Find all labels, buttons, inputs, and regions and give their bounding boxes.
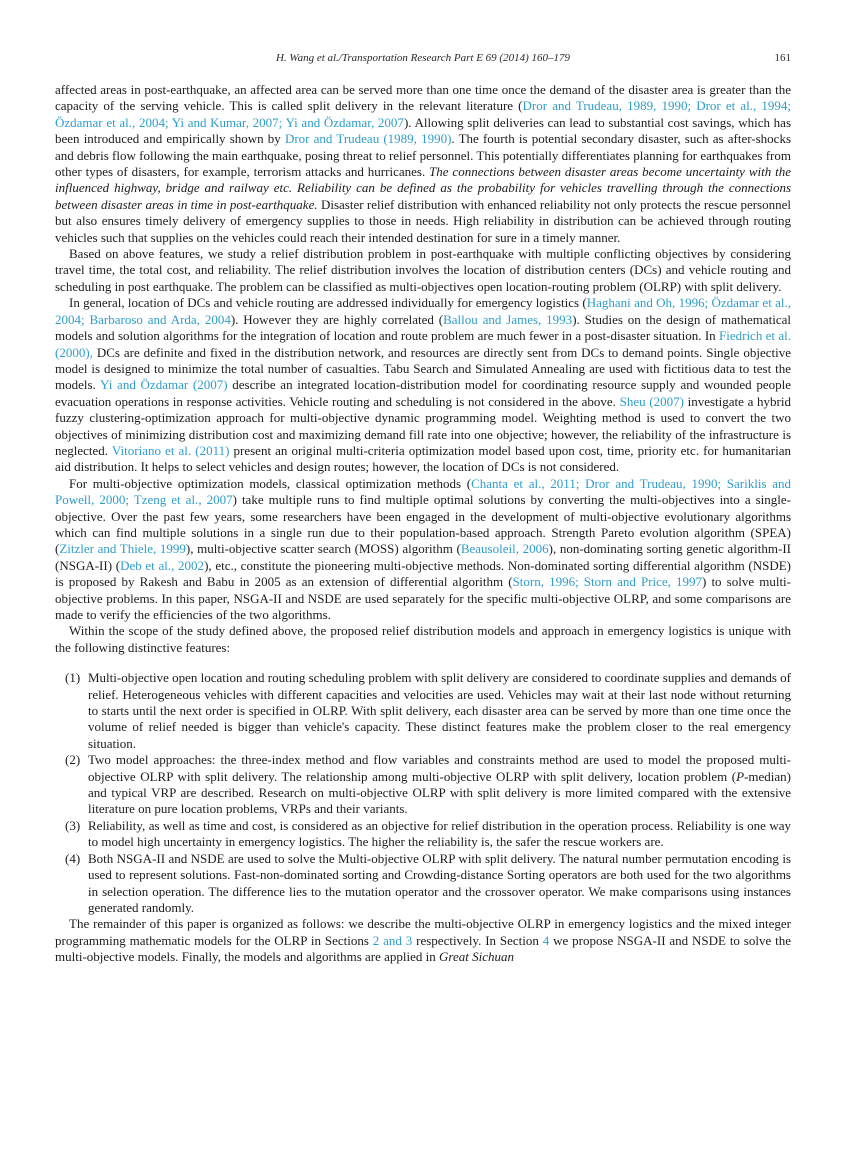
- text-run: Within the scope of the study defined above, the proposed relief distribution models and approach in emergency logistics is unique with the following distinctive features:: [55, 623, 791, 655]
- text-run: ), multi-objective scatter search (MOSS) algorithm (: [185, 541, 461, 557]
- paragraph: [55, 476, 791, 624]
- list-item: [55, 670, 791, 752]
- citation-link[interactable]: Dror and Trudeau, 1989, 1990; Dror et al., 1994; Özdamar et al., 2004; Yi and Kumar, 2007; Yi and Özdamar, 2007: [55, 98, 791, 130]
- list-item-number: (4): [65, 850, 81, 866]
- text-run: ). Studies on the design of mathematical models and solution algorithms for the integration of location and route problem are much fewer in a post-disaster situation. In: [55, 311, 791, 344]
- citation-link[interactable]: Storn, 1996; Storn and Price, 1997: [512, 574, 703, 590]
- text-run: -median) and typical VRP are described. Research on multi-objective OLRP with split delivery is more limited compared with the extensive literature on pure location problems, VRPs and their variants.: [88, 768, 791, 817]
- list-item: [55, 818, 791, 851]
- text-run: ) to solve multi-objective problems. In this paper, NSGA-II and NSDE are used separately for the specific multi-objective OLRP, and some comparisons are made to verify the efficiencies of the two algorithms.: [55, 574, 791, 622]
- citation-link[interactable]: Dror and Trudeau (1989, 1990): [284, 131, 452, 147]
- text-run: ), non-dominating sorting genetic algorithm-II (NSGA-II) (: [55, 541, 792, 573]
- section-link[interactable]: 2 and 3: [372, 932, 413, 948]
- text-run: In general, location of DCs and vehicle routing are addressed individually for emergency logistics (: [69, 295, 587, 311]
- italic-text: The connections between disaster areas become uncertainty with the influenced highway, bridge and railway etc. Reliability can be defined as the probability for vehicles travelling through the connections between disaster areas in time in post-earthquake.: [55, 164, 791, 212]
- list-item-number: (1): [65, 670, 81, 686]
- text-run: The remainder of this paper is organized as follows: we describe the multi-objective OLRP in emergency logistics and the mixed integer programming mathematic models for the OLRP in Sections: [55, 916, 791, 948]
- text-run: DCs are definite and fixed in the distribution network, and resources are directly sent from DCs to demand points. Single objective model is designed to minimize the total number of casualties. Tabu Search and Simulated Annealing are used with fictitious data to test the models.: [55, 344, 791, 393]
- text-run: we propose NSGA-II and NSDE to solve the multi-objective models. Finally, the models and algorithms are applied in: [55, 932, 791, 965]
- text-run: . The fourth is potential secondary disaster, such as after-shocks and debris flow following the main earthquake, posing threat to relief personnel. This potentially differentiates planning for earthquakes from other types of disasters, for example, terrorism attacks and hurricanes.: [55, 131, 792, 180]
- citation-link[interactable]: Vitoriano et al. (2011): [111, 442, 230, 458]
- feature-list: [55, 670, 791, 916]
- text-run: affected areas in post-earthquake, an affected area can be served more than one time once the demand of the disaster area is greater than the capacity of the serving vehicle. This is called split delivery in the relevant literature (: [55, 82, 791, 114]
- text-run: ) take multiple runs to find multiple optimal solutions by converting the multi-objectives into a single-objective. Over the past few years, some researchers have been engaged in the development of multi-objective evolutionary algorithms which can find multiple solutions in a single run due to their population-based approach. Strength Pareto evolution algorithm (SPEA) (: [55, 492, 791, 557]
- paragraph: [55, 246, 791, 295]
- text-run: For multi-objective optimization models, classical optimization methods (: [69, 475, 472, 491]
- citation-link[interactable]: Ballou and James, 1993: [443, 311, 573, 327]
- citation-link[interactable]: Haghani and Oh, 1996; Özdamar et al., 2004; Barbaroso and Arda, 2004: [55, 295, 791, 327]
- paragraph: [55, 82, 791, 246]
- text-run: ), etc., constitute the pioneering multi-objective methods. Non-dominated sorting differential algorithm (NSDE) is proposed by Rakesh and Babu in 2005 as an extension of differential algorithm (: [55, 557, 792, 590]
- citation-link[interactable]: Deb et al., 2002: [120, 557, 205, 573]
- closing-paragraph-container: [55, 916, 791, 965]
- text-run: Based on above features, we study a relief distribution problem in post-earthquake with multiple conflicting objectives by considering travel time, the total cost, and reliability. The relief distribution involves the location of distribution centers (DCs) and vehicle routing and scheduling in post earthquake. The problem can be classified as multi-objectives open location-routing problem (OLRP) with split delivery.: [55, 246, 791, 294]
- paragraph: [55, 623, 791, 656]
- text-run: respectively. In Section: [412, 932, 543, 948]
- citation-link[interactable]: Chanta et al., 2011; Dror and Trudeau, 1990; Sariklis and Powell, 2000; Tzeng et al., 2007: [55, 475, 791, 508]
- text-run: Multi-objective open location and routing scheduling problem with split delivery are considered to coordinate supplies and demands of relief. Heterogeneous vehicles with different capacities and velocities are used. Vehicles may wait at their last node without returning to starts until the next order is specified in OLRP. With split delivery, each disaster area can be served by more than one time once the volume of relief needed is bigger than vehicle's capacity. These distinct features make the problem closer to the real emergency situation.: [88, 670, 791, 751]
- list-item-number: (3): [65, 817, 81, 833]
- body-paragraphs: [55, 82, 791, 656]
- citation-link[interactable]: Yi and Özdamar (2007): [100, 377, 228, 393]
- text-run: describe an integrated location-distribution model for coordinating resource supply and wounded people evacuation operations in response activities. Vehicle routing and scheduling is not considered in the above.: [55, 377, 792, 409]
- italic-text: P: [736, 768, 745, 784]
- running-title: H. Wang et al./Transportation Research Part E 69 (2014) 160–179: [275, 52, 571, 64]
- citation-link[interactable]: Beausoleil, 2006: [460, 541, 549, 557]
- closing-paragraph: [55, 916, 791, 965]
- text-run: Disaster relief distribution with enhanced reliability not only protects the rescue personnel but also ensures timely delivery of emergency supplies to those in needs. High reliability in distribution can be achieved through routing vehicles such that supplies on the vehicles could reach their intended destination for sure in a timely manner.: [55, 196, 791, 245]
- page-number: 161: [774, 52, 791, 64]
- page-header: [55, 52, 791, 68]
- citation-link[interactable]: Zitzler and Thiele, 1999: [59, 541, 186, 557]
- text-run: ). Allowing split deliveries can lead to substantial cost savings, which has been introduced and empirically shown by: [55, 114, 791, 147]
- text-run: investigate a hybrid fuzzy clustering-optimization approach for multi-objective dynamic programming model. Weighting method is used to convert the two objectives of minimizing distribution cost and maximizing demand fill rate into one objective; however, the reliability of the infrastructure is neglected.: [55, 393, 791, 458]
- italic-text: Great Sichuan: [439, 949, 515, 965]
- text-run: Reliability, as well as time and cost, is considered as an objective for relief distribution in the operation process. Reliability is one way to model high uncertainty in emergency logistics. The higher the reliability is, the safer the rescue workers are.: [88, 817, 791, 850]
- article-body: [55, 82, 791, 966]
- citation-link[interactable]: Fiedrich et al. (2000),: [55, 328, 791, 360]
- text-run: present an original multi-criteria optimization model based upon cost, time, priority etc. for humanitarian aid distribution. It helps to select vehicles and design routes; however, the location of DCs is not considered.: [55, 442, 791, 475]
- text-run: Two model approaches: the three-index method and flow variables and constraints method are used to model the proposed multi-objective OLRP with split delivery. The relationship among multi-objective OLRP with split delivery, location problem (: [88, 752, 791, 784]
- text-run: ). However they are highly correlated (: [230, 311, 444, 327]
- paragraph: [55, 295, 791, 475]
- list-item-number: (2): [65, 752, 81, 768]
- section-link[interactable]: 4: [542, 932, 550, 948]
- citation-link[interactable]: Sheu (2007): [619, 393, 684, 409]
- list-item: [55, 752, 791, 818]
- text-run: Both NSGA-II and NSDE are used to solve the Multi-objective OLRP with split delivery. The natural number permutation encoding is used to represent solutions. Fast-non-dominated sorting and Crowding-distance Sorting operators are both used for the two algorithms in selection operation. The difference lies to the mutation operator and the crossover operator. We make comparisons using instances generated randomly.: [88, 850, 791, 915]
- list-item: [55, 851, 791, 917]
